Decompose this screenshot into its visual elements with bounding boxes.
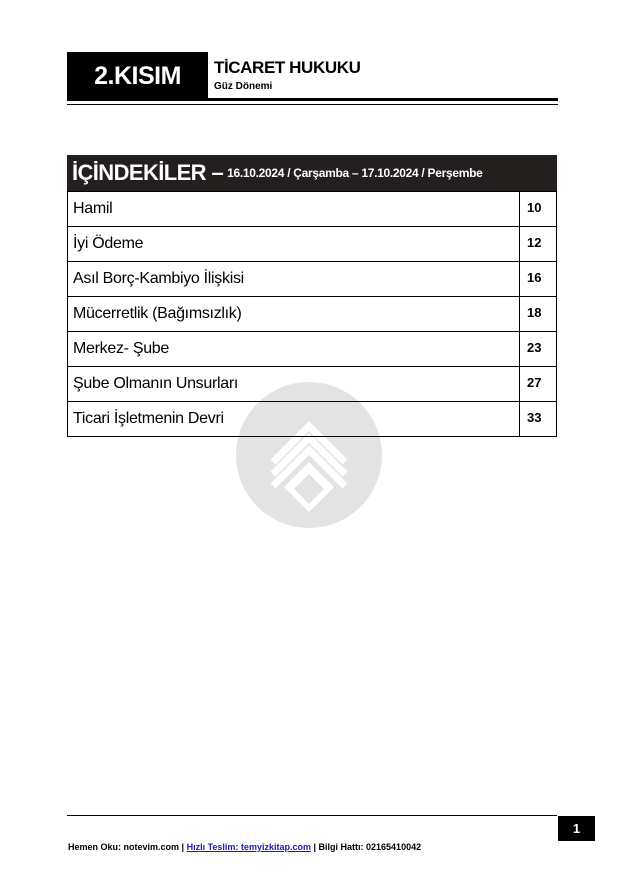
- toc-row[interactable]: [68, 367, 557, 402]
- footer-delivery-link[interactable]: Hızlı Teslim: temyizkitap.com: [186, 842, 311, 852]
- page-number-label: 1: [572, 821, 581, 836]
- section-badge: [67, 52, 208, 101]
- toc-row[interactable]: [68, 332, 557, 367]
- course-term: Güz Dönemi: [214, 81, 273, 92]
- header-rule-thick: [208, 98, 558, 101]
- table-of-contents: [67, 155, 557, 437]
- toc-row-page: 33: [520, 402, 557, 437]
- toc-row-title: Asıl Borç-Kambiyo İlişkisi: [68, 262, 520, 297]
- toc-row-page: 23: [520, 332, 557, 367]
- toc-row-title: Hamil: [68, 192, 520, 227]
- toc-row-title: Ticari İşletmenin Devri: [68, 402, 520, 437]
- footer-rule: [67, 815, 557, 816]
- toc-row[interactable]: [68, 192, 557, 227]
- footer-separator: |: [313, 842, 317, 852]
- toc-row[interactable]: [68, 227, 557, 262]
- page-number: [558, 816, 595, 841]
- toc-dates: 16.10.2024 / Çarşamba – 17.10.2024 / Perşembe: [227, 166, 483, 180]
- toc-table: [67, 191, 557, 437]
- toc-row-title: Mücerretlik (Bağımsızlık): [68, 297, 520, 332]
- footer-separator: |: [181, 842, 185, 852]
- toc-row-page: 10: [520, 192, 557, 227]
- toc-row[interactable]: [68, 402, 557, 437]
- toc-row-page: 18: [520, 297, 557, 332]
- course-title: TİCARET HUKUKU: [214, 58, 361, 77]
- footer-phone-label: Bilgi Hattı: 02165410042: [318, 842, 422, 852]
- toc-row-title: Merkez- Şube: [68, 332, 520, 367]
- toc-header: [67, 155, 557, 191]
- toc-row-page: 16: [520, 262, 557, 297]
- header-rule-thin: [67, 104, 558, 105]
- toc-row[interactable]: [68, 262, 557, 297]
- toc-row-page: 27: [520, 367, 557, 402]
- footer-read-label: Hemen Oku: notevim.com: [68, 842, 180, 852]
- toc-row[interactable]: [68, 297, 557, 332]
- section-label: 2.KISIM: [94, 62, 181, 90]
- toc-row-title: İyi Ödeme: [68, 227, 520, 262]
- toc-row-title: Şube Olmanın Unsurları: [68, 367, 520, 402]
- footer-text: [68, 842, 421, 852]
- toc-row-page: 12: [520, 227, 557, 262]
- toc-heading: İÇİNDEKİLER –: [72, 160, 224, 185]
